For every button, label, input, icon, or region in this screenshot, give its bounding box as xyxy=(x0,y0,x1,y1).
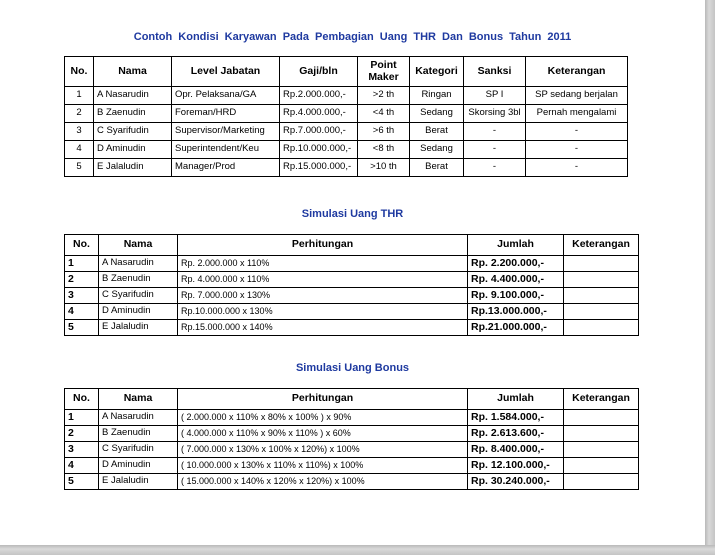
cell-jumlah: Rp. 8.400.000,- xyxy=(468,442,564,458)
table-row xyxy=(65,105,628,123)
cell-keterangan xyxy=(564,304,639,320)
table-row xyxy=(65,288,639,304)
header-nama: Nama xyxy=(99,235,178,256)
cell-keterangan: SP sedang berjalan xyxy=(526,87,628,105)
cell-perhitungan: Rp. 7.000.000 x 130% xyxy=(178,288,468,304)
cell-gaji: Rp.4.000.000,- xyxy=(280,105,358,123)
cell-sanksi: - xyxy=(464,141,526,159)
cell-sanksi: - xyxy=(464,123,526,141)
table-row xyxy=(65,304,639,320)
table-row xyxy=(65,256,639,272)
table-row xyxy=(65,159,628,177)
header-kategori: Kategori xyxy=(410,57,464,87)
header-no: No. xyxy=(65,57,94,87)
cell-point: >2 th xyxy=(358,87,410,105)
cell-sanksi: Skorsing 3bl xyxy=(464,105,526,123)
header-perhitungan: Perhitungan xyxy=(178,389,468,410)
cell-no: 3 xyxy=(65,288,99,304)
table-header-row xyxy=(65,235,639,256)
header-point xyxy=(358,57,410,87)
cell-jumlah: Rp. 30.240.000,- xyxy=(468,474,564,490)
table-row xyxy=(65,458,639,474)
cell-point: <4 th xyxy=(358,105,410,123)
cell-level: Supervisor/Marketing xyxy=(172,123,280,141)
cell-nama: D Aminudin xyxy=(99,458,178,474)
cell-sanksi: - xyxy=(464,159,526,177)
cell-keterangan xyxy=(564,410,639,426)
thr-title: Simulasi Uang THR xyxy=(301,208,404,220)
cell-keterangan xyxy=(564,474,639,490)
cell-no: 5 xyxy=(65,320,99,336)
cell-perhitungan: Rp.10.000.000 x 130% xyxy=(178,304,468,320)
cell-nama: A Nasarudin xyxy=(94,87,172,105)
page-shadow-bottom xyxy=(0,545,715,555)
cell-no: 2 xyxy=(65,272,99,288)
table-header-row xyxy=(65,389,639,410)
header-keterangan: Keterangan xyxy=(526,57,628,87)
header-nama: Nama xyxy=(99,389,178,410)
thr-table xyxy=(64,234,639,336)
cell-no: 5 xyxy=(65,474,99,490)
table-row xyxy=(65,442,639,458)
cell-kategori: Berat xyxy=(410,159,464,177)
cell-nama: D Aminudin xyxy=(99,304,178,320)
employee-table xyxy=(64,56,628,177)
cell-nama: C Syarifudin xyxy=(99,442,178,458)
table-row xyxy=(65,426,639,442)
cell-nama: C Syarifudin xyxy=(94,123,172,141)
cell-jumlah: Rp.13.000.000,- xyxy=(468,304,564,320)
cell-nama: B Zaenudin xyxy=(99,272,178,288)
main-title: Contoh Kondisi Karyawan Pada Pembagian Uang THR Dan Bonus Tahun 2011 xyxy=(133,31,572,43)
cell-keterangan xyxy=(564,288,639,304)
cell-level: Manager/Prod xyxy=(172,159,280,177)
cell-keterangan xyxy=(564,320,639,336)
header-sanksi: Sanksi xyxy=(464,57,526,87)
cell-nama: C Syarifudin xyxy=(99,288,178,304)
table-row xyxy=(65,123,628,141)
cell-perhitungan: ( 4.000.000 x 110% x 90% x 110% ) x 60% xyxy=(178,426,468,442)
cell-level: Foreman/HRD xyxy=(172,105,280,123)
header-keterangan: Keterangan xyxy=(564,389,639,410)
cell-keterangan xyxy=(564,272,639,288)
cell-no: 2 xyxy=(65,426,99,442)
cell-keterangan: - xyxy=(526,159,628,177)
cell-perhitungan: ( 2.000.000 x 110% x 80% x 100% ) x 90% xyxy=(178,410,468,426)
cell-jumlah: Rp. 9.100.000,- xyxy=(468,288,564,304)
cell-keterangan xyxy=(564,458,639,474)
cell-no: 3 xyxy=(65,442,99,458)
cell-nama: E Jalaludin xyxy=(99,474,178,490)
cell-point: >10 th xyxy=(358,159,410,177)
cell-keterangan: Pernah mengalami xyxy=(526,105,628,123)
header-no: No. xyxy=(65,389,99,410)
cell-gaji: Rp.15.000.000,- xyxy=(280,159,358,177)
header-level: Level Jabatan xyxy=(172,57,280,87)
page-shadow-right xyxy=(705,0,715,555)
cell-no: 3 xyxy=(65,123,94,141)
cell-nama: E Jalaludin xyxy=(94,159,172,177)
cell-keterangan xyxy=(564,442,639,458)
cell-nama: B Zaenudin xyxy=(94,105,172,123)
cell-no: 2 xyxy=(65,105,94,123)
bonus-table xyxy=(64,388,639,490)
header-jumlah: Jumlah xyxy=(468,235,564,256)
header-keterangan: Keterangan xyxy=(564,235,639,256)
cell-perhitungan: Rp. 4.000.000 x 110% xyxy=(178,272,468,288)
header-nama: Nama xyxy=(94,57,172,87)
cell-perhitungan: ( 15.000.000 x 140% x 120% x 120%) x 100% xyxy=(178,474,468,490)
cell-nama: A Nasarudin xyxy=(99,410,178,426)
cell-no: 5 xyxy=(65,159,94,177)
cell-no: 4 xyxy=(65,141,94,159)
cell-kategori: Ringan xyxy=(410,87,464,105)
cell-kategori: Sedang xyxy=(410,141,464,159)
table-row xyxy=(65,87,628,105)
cell-gaji: Rp.10.000.000,- xyxy=(280,141,358,159)
cell-perhitungan: Rp.15.000.000 x 140% xyxy=(178,320,468,336)
cell-gaji: Rp.2.000.000,- xyxy=(280,87,358,105)
cell-no: 1 xyxy=(65,256,99,272)
header-no: No. xyxy=(65,235,99,256)
cell-no: 4 xyxy=(65,458,99,474)
cell-jumlah: Rp. 4.400.000,- xyxy=(468,272,564,288)
cell-perhitungan: ( 10.000.000 x 130% x 110% x 110%) x 100% xyxy=(178,458,468,474)
cell-level: Opr. Pelaksana/GA xyxy=(172,87,280,105)
table-row xyxy=(65,320,639,336)
table-row xyxy=(65,272,639,288)
table-row xyxy=(65,141,628,159)
cell-jumlah: Rp. 2.200.000,- xyxy=(468,256,564,272)
cell-jumlah: Rp.21.000.000,- xyxy=(468,320,564,336)
header-gaji: Gaji/bln xyxy=(280,57,358,87)
cell-keterangan: - xyxy=(526,141,628,159)
bonus-title: Simulasi Uang Bonus xyxy=(295,362,410,374)
cell-jumlah: Rp. 12.100.000,- xyxy=(468,458,564,474)
cell-no: 4 xyxy=(65,304,99,320)
table-row xyxy=(65,474,639,490)
cell-sanksi: SP I xyxy=(464,87,526,105)
cell-nama: E Jalaludin xyxy=(99,320,178,336)
cell-keterangan: - xyxy=(526,123,628,141)
cell-keterangan xyxy=(564,256,639,272)
header-perhitungan: Perhitungan xyxy=(178,235,468,256)
cell-keterangan xyxy=(564,426,639,442)
cell-no: 1 xyxy=(65,87,94,105)
table-row xyxy=(65,410,639,426)
cell-jumlah: Rp. 1.584.000,- xyxy=(468,410,564,426)
header-point-label: Point Maker xyxy=(368,58,399,83)
cell-kategori: Sedang xyxy=(410,105,464,123)
cell-gaji: Rp.7.000.000,- xyxy=(280,123,358,141)
cell-point: <8 th xyxy=(358,141,410,159)
header-jumlah: Jumlah xyxy=(468,389,564,410)
cell-perhitungan: Rp. 2.000.000 x 110% xyxy=(178,256,468,272)
cell-perhitungan: ( 7.000.000 x 130% x 100% x 120%) x 100% xyxy=(178,442,468,458)
table-header-row xyxy=(65,57,628,87)
cell-jumlah: Rp. 2.613.600,- xyxy=(468,426,564,442)
cell-kategori: Berat xyxy=(410,123,464,141)
cell-level: Superintendent/Keu xyxy=(172,141,280,159)
cell-nama: A Nasarudin xyxy=(99,256,178,272)
cell-nama: B Zaenudin xyxy=(99,426,178,442)
cell-no: 1 xyxy=(65,410,99,426)
cell-nama: D Aminudin xyxy=(94,141,172,159)
cell-point: >6 th xyxy=(358,123,410,141)
